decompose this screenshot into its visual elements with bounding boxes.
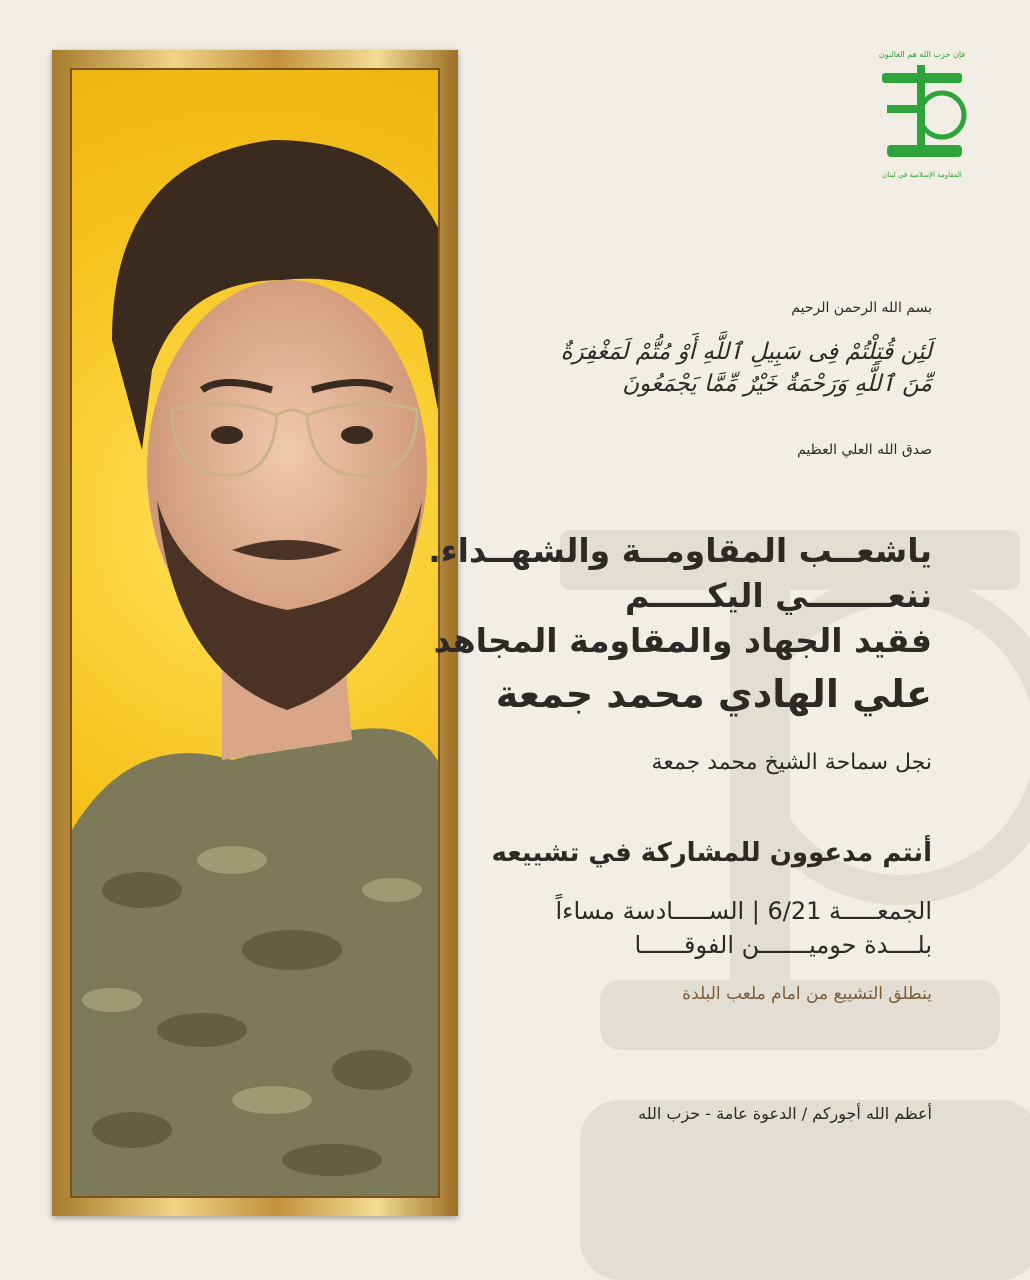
- funeral-details: [412, 894, 932, 962]
- bismillah-text: بسم الله الرحمن الرحيم: [791, 300, 932, 316]
- logo-top-text: فإن حزب الله هم الغالبون: [878, 50, 966, 59]
- background-emblem: [500, 380, 1030, 1280]
- portrait-photo: [70, 68, 440, 1198]
- portrait-figure: [72, 70, 440, 1198]
- details-location: بلــــدة حوميـــــــن الفوقــــــا: [634, 931, 932, 959]
- headline-line-2: ننعـــــــي اليكـــــم: [625, 576, 932, 615]
- headline-line-1: ياشعــب المقاومــة والشهــداء.: [428, 531, 932, 570]
- lineage-text: نجل سماحة الشيخ محمد جمعة: [651, 750, 932, 775]
- invitation-heading: أنتم مدعوون للمشاركة في تشييعه: [491, 838, 932, 868]
- procession-note: ينطلق التشييع من امام ملعب البلدة: [682, 984, 932, 1004]
- martyr-name: علي الهادي محمد جمعة: [495, 672, 932, 716]
- announcement-headline: [412, 528, 932, 663]
- verse-line-2: مِّنَ ٱللَّهِ وَرَحْمَةٌ خَيْرٌ مِّمَّا يَجْمَعُونَ: [622, 371, 932, 397]
- hezbollah-logo-icon: [872, 45, 972, 185]
- details-date-time: الجمعـــــة 6/21 | الســـــادسة مساءاً: [555, 897, 932, 925]
- footer-text: أعظم الله أجوركم / الدعوة عامة - حزب الله: [638, 1104, 932, 1123]
- headline-line-3: فقيد الجهاد والمقاومة المجاهد: [433, 621, 932, 660]
- verse-closing: صدق الله العلي العظيم: [797, 442, 932, 458]
- logo-bottom-text: المقاومة الإسلامية في لبنان: [882, 171, 962, 179]
- verse-line-1: لَئِن قُتِلْتُمْ فِى سَبِيلِ ٱللَّهِ أَوْ مُتُّمْ لَمَغْفِرَةٌ: [560, 339, 932, 365]
- quran-verse: [492, 336, 932, 400]
- portrait-frame: [52, 50, 458, 1216]
